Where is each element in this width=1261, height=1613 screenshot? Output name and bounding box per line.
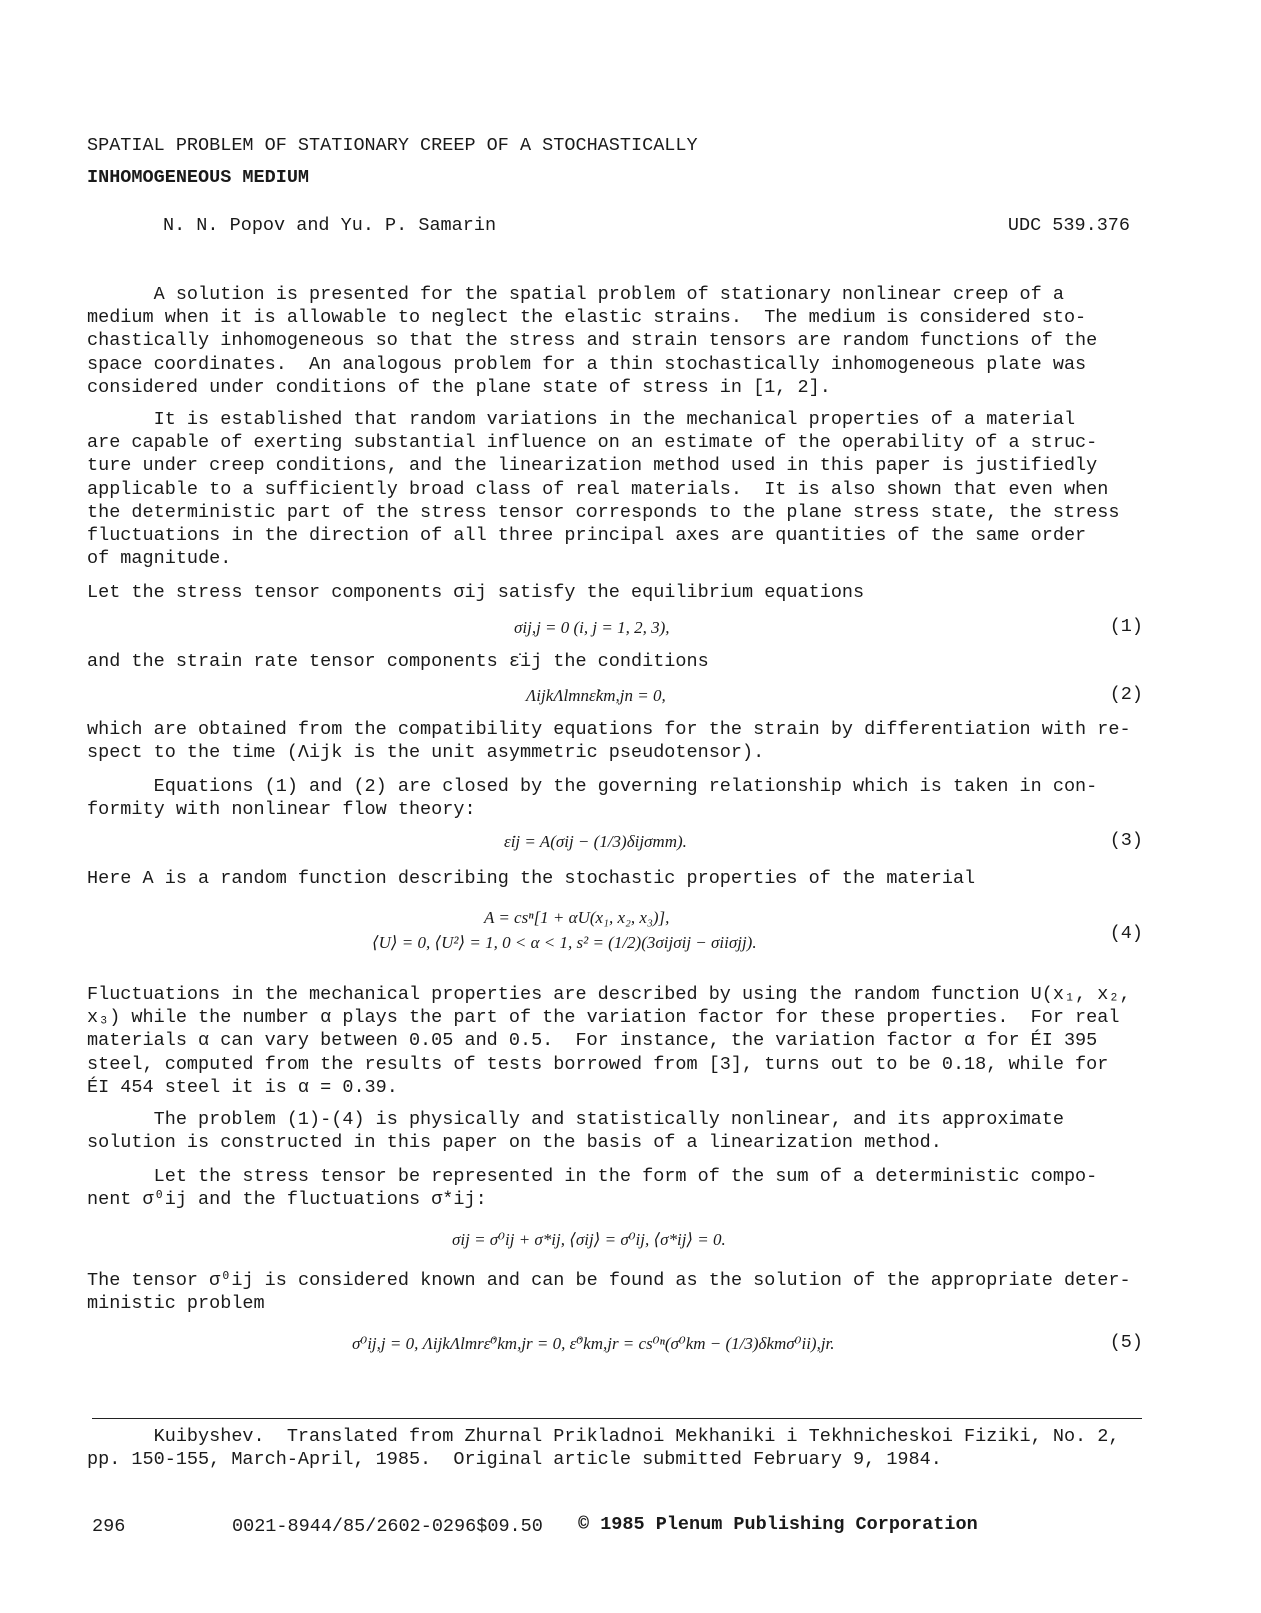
text-line: spect to the time (Λijk is the unit asymmetric pseudotensor). xyxy=(87,742,765,764)
text-line: ÉI 454 steel it is α = 0.39. xyxy=(87,1076,398,1098)
text-line: materials α can vary between 0.05 and 0.5. For instance, the variation factor α for ÉI 395 xyxy=(87,1030,1098,1052)
text-line: Fluctuations in the mechanical properties are described by using the random function U(x₁, x₂, xyxy=(87,984,1131,1005)
paragraph xyxy=(87,1108,1147,1154)
copyright: © 1985 Plenum Publishing Corporation xyxy=(578,1514,978,1535)
equation-5: σ⁰ij,j = 0, ΛijkΛlmrε̇⁰km,jr = 0, ε̇⁰km,jr = cs⁰ⁿ(σ⁰km − (1/3)δkmσ⁰ii),jr. xyxy=(352,1334,835,1353)
title-line-1: SPATIAL PROBLEM OF STATIONARY CREEP OF A STOCHASTICALLY xyxy=(87,135,698,156)
text-line: Let the stress tensor be represented in the form of the sum of a deterministic compo- xyxy=(87,1166,1098,1187)
text-line: ture under creep conditions, and the linearization method used in this paper is justifiedly xyxy=(87,455,1098,477)
equation-4a: A = csⁿ[1 + αU(x₁, x₂, x₃)], xyxy=(484,908,670,927)
text-line: steel, computed from the results of tests borrowed from [3], turns out to be 0.18, while for xyxy=(87,1053,1109,1075)
udc-code: UDC 539.376 xyxy=(1007,215,1130,236)
authors: N. N. Popov and Yu. P. Samarin xyxy=(163,215,497,236)
text-line: and the strain rate tensor components ε̇ij the conditions xyxy=(87,651,709,672)
text-line: applicable to a sufficiently broad class of real materials. It is also shown that even when xyxy=(87,478,1109,500)
equation-4b: ⟨U⟩ = 0, ⟨U²⟩ = 1, 0 < α < 1, s² = (1/2)(3σijσij − σiiσjj). xyxy=(372,933,757,952)
text-line: which are obtained from the compatibility equations for the strain by differentiation with re- xyxy=(87,719,1131,740)
equation-5-number: (5) xyxy=(1109,1332,1143,1353)
text-line: Here A is a random function describing the stochastic properties of the material xyxy=(87,868,976,889)
text-line: solution is constructed in this paper on the basis of a linearization method. xyxy=(87,1132,942,1154)
text-line: are capable of exerting substantial influence on an estimate of the operability of a struc- xyxy=(87,432,1098,454)
text-line: fluctuations in the direction of all three principal axes are quantities of the same order xyxy=(87,525,1087,547)
equation-decomposition: σij = σ⁰ij + σ*ij, ⟨σij⟩ = σ⁰ij, ⟨σ*ij⟩ = 0. xyxy=(452,1230,726,1249)
page-number: 296 xyxy=(92,1516,126,1537)
text-line: It is established that random variations in the mechanical properties of a material xyxy=(87,409,1076,430)
text-line: Equations (1) and (2) are closed by the governing relationship which is taken in con- xyxy=(87,776,1098,797)
text-line: chastically inhomogeneous so that the stress and strain tensors are random functions of the xyxy=(87,330,1098,352)
equation-2-number: (2) xyxy=(1109,684,1143,705)
journal-code: 0021-8944/85/2602-0296$09.50 xyxy=(232,1516,543,1537)
equation-4-number: (4) xyxy=(1109,923,1143,944)
equation-2: ΛijkΛlmnε̇km,jn = 0, xyxy=(526,686,666,705)
text-line: space coordinates. An analogous problem for a thin stochastically inhomogeneous plate was xyxy=(87,353,1087,375)
text-line: ministic problem xyxy=(87,1293,265,1315)
paragraph xyxy=(87,775,1147,821)
equation-3: ε̇ij = A(σij − (1/3)δijσmm). xyxy=(504,832,687,851)
footnote-divider xyxy=(92,1418,1142,1419)
text-line: Kuibyshev. Translated from Zhurnal Prikladnoi Mekhaniki i Tekhnicheskoi Fiziki, No. 2, xyxy=(87,1426,1120,1447)
text-line: The problem (1)-(4) is physically and statistically nonlinear, and its approximate xyxy=(87,1109,1064,1130)
paragraph xyxy=(87,1165,1147,1211)
paragraph xyxy=(87,718,1147,764)
paragraph xyxy=(87,983,1147,1099)
text-line: medium when it is allowable to neglect the elastic strains. The medium is considered sto- xyxy=(87,307,1087,329)
text-line: The tensor σ⁰ij is considered known and can be found as the solution of the appropriate deter- xyxy=(87,1270,1131,1291)
text-line: formity with nonlinear flow theory: xyxy=(87,799,476,821)
text-line: A solution is presented for the spatial problem of stationary nonlinear creep of a xyxy=(87,284,1064,305)
text-line: x₃) while the number α plays the part of the variation factor for these properties. For real xyxy=(87,1007,1120,1029)
text-line: considered under conditions of the plane state of stress in [1, 2]. xyxy=(87,376,831,398)
equation-3-number: (3) xyxy=(1109,830,1143,851)
title-line-2: INHOMOGENEOUS MEDIUM xyxy=(87,167,310,189)
paper-title xyxy=(87,134,698,189)
footnote xyxy=(87,1425,1147,1471)
text-line: pp. 150-155, March-April, 1985. Original article submitted February 9, 1984. xyxy=(87,1449,942,1471)
equation-1-number: (1) xyxy=(1109,616,1143,637)
paragraph-intro xyxy=(87,408,1147,570)
text-line: the deterministic part of the stress tensor corresponds to the plane stress state, the stress xyxy=(87,501,1120,523)
text-line: nent σ⁰ij and the fluctuations σ*ij: xyxy=(87,1189,487,1211)
equation-1: σij,j = 0 (i, j = 1, 2, 3), xyxy=(514,618,670,637)
text-line: Let the stress tensor components σij satisfy the equilibrium equations xyxy=(87,582,865,603)
abstract xyxy=(87,283,1147,399)
paragraph xyxy=(87,1269,1147,1315)
text-line: of magnitude. xyxy=(87,548,232,570)
